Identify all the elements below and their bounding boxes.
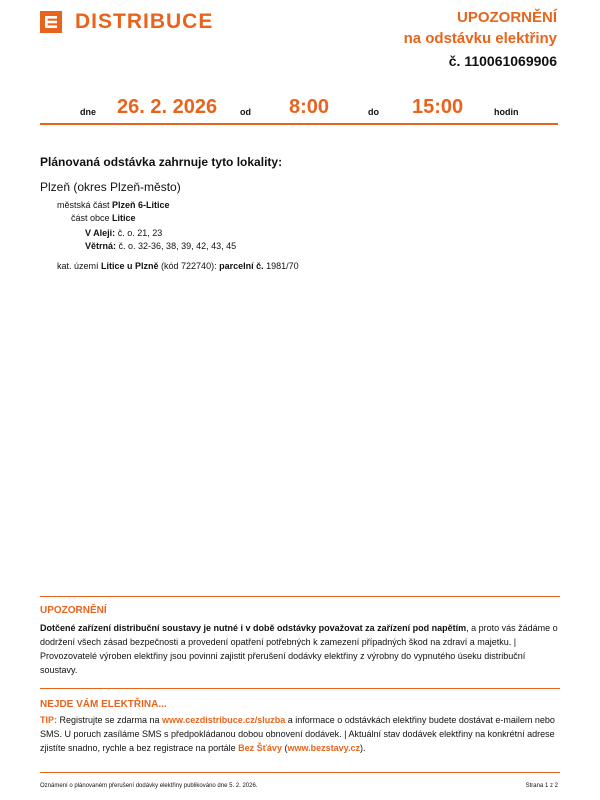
district-prefix: městská část	[57, 200, 113, 210]
page-number: Strana 1 z 2	[525, 783, 558, 789]
company-logo	[40, 10, 213, 34]
location-part	[71, 212, 136, 225]
warning-title: UPOZORNĚNÍ	[40, 605, 107, 616]
tip-text-3: (	[281, 743, 288, 753]
location-cadastral	[57, 260, 299, 273]
outage-to: 15:00	[412, 96, 464, 118]
logo-text: DISTRIBUCE	[75, 10, 214, 33]
bezstavy-url-link[interactable]: www.bezstavy.cz	[287, 743, 360, 753]
tip-text-1: Registrujte se zdarma na	[57, 715, 163, 725]
locations-city: Plzeň (okres Plzeň-město)	[40, 180, 181, 194]
warning-text	[40, 621, 565, 677]
tip-text-2: a informace o odstávkách elektřiny budete dostávat e-mailem nebo SMS. U poruch zasíláme SMS s předpokládanou dobou obnovení dodávek. | Aktuální stav dodávek elektřiny na konkrétní adrese zjistíte snadno, rychle a bez registrace na portále	[40, 715, 555, 753]
district-name: Plzeň 6-Litice	[112, 200, 170, 210]
warning-divider	[40, 596, 560, 597]
part-name: Litice	[112, 213, 136, 223]
location-street-1	[85, 227, 162, 240]
to-label: do	[368, 107, 379, 117]
hours-label: hodin	[494, 107, 519, 117]
street-1-name: V Aleji:	[85, 228, 116, 238]
outage-time-row	[40, 96, 558, 125]
notice-title	[404, 8, 557, 71]
cez-service-link[interactable]: www.cezdistribuce.cz/sluzba	[162, 715, 286, 725]
date-label: dne	[80, 107, 97, 117]
part-prefix: část obce	[71, 213, 113, 223]
notice-title-line-2: na odstávku elektřiny	[403, 30, 557, 47]
street-1-numbers: č. o. 21, 23	[117, 228, 163, 238]
parcel-label: parcelní č.	[219, 261, 264, 271]
tip-divider	[40, 688, 560, 689]
cadastral-name: Litice u Plzně	[101, 261, 159, 271]
locations-intro: Plánovaná odstávka zahrnuje tyto lokality:	[40, 155, 283, 169]
tip-label: TIP:	[40, 715, 57, 725]
cadastral-code: (kód 722740):	[158, 261, 220, 271]
from-label: od	[240, 107, 251, 117]
notice-title-line-1: UPOZORNĚNÍ	[456, 9, 557, 26]
parcel-number: 1981/70	[263, 261, 299, 271]
logo-mark-icon	[40, 11, 62, 33]
warning-rest-text: , a proto vás žádáme o dodržení všech zásad bezpečnosti a provedení opatření potřebných k zamezení případných škod na zdraví a majetku. | Provozovatelé výroben elektřiny jsou povinni zajistit přerušení dodávky elektřiny z výrobny do vypnutého úseku distribuční soustavy.	[40, 623, 558, 675]
tip-title: NEJDE VÁM ELEKTŘINA...	[40, 699, 167, 710]
street-2-name: Větrná:	[85, 241, 117, 251]
warning-bold-text: Dotčené zařízení distribuční soustavy je nutné i v době odstávky považovat za zařízení pod napětím	[40, 623, 467, 633]
location-street-2	[85, 240, 236, 253]
outage-date: 26. 2. 2026	[117, 96, 218, 118]
location-district	[57, 199, 170, 212]
publication-note: Oznámení o plánovaném přerušení dodávky elektřiny publikováno dne 5. 2. 2026.	[40, 783, 258, 789]
bez-stavy-link[interactable]: Bez Šťávy	[238, 743, 282, 753]
outage-from: 8:00	[289, 96, 330, 118]
tip-text-4: ).	[359, 743, 366, 753]
notice-number: č. 110061069906	[448, 53, 557, 69]
tip-text	[40, 713, 565, 755]
cadastral-prefix: kat. území	[57, 261, 102, 271]
footer-divider	[40, 772, 560, 773]
street-2-numbers: č. o. 32-36, 38, 39, 42, 43, 45	[118, 241, 237, 251]
